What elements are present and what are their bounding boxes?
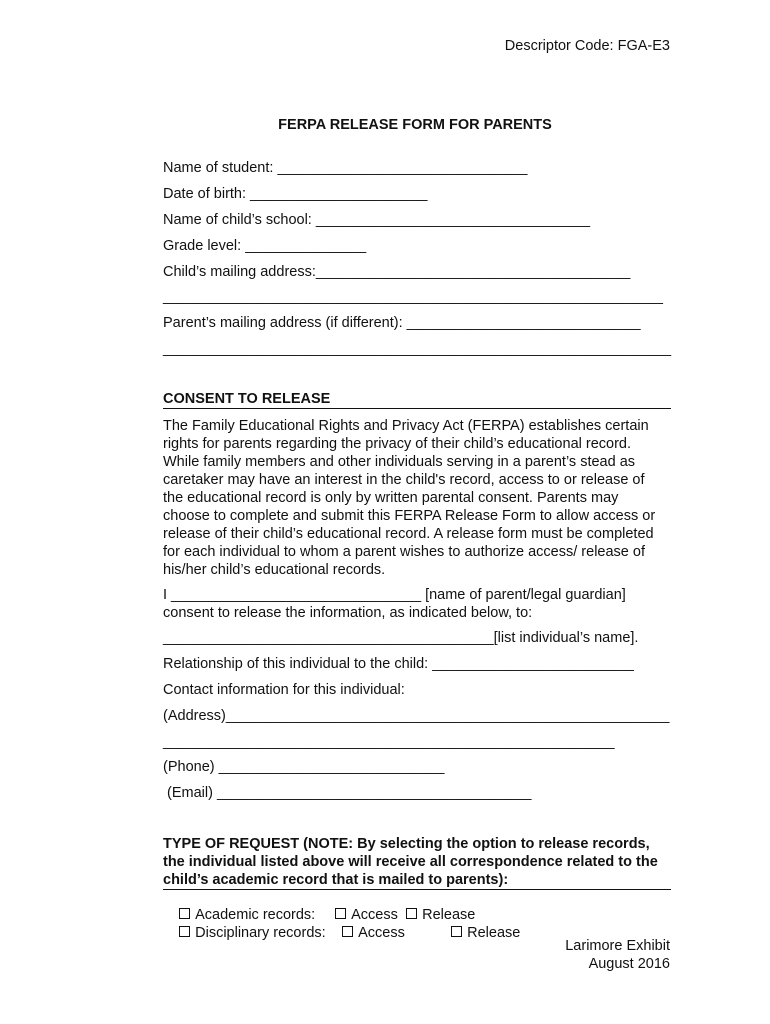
phone-field[interactable]: (Phone) ____________________________ [163, 759, 445, 775]
disciplinary-access-label: Access [358, 925, 405, 941]
grade-level-field[interactable]: Grade level: _______________ [163, 238, 367, 254]
academic-records-label: Academic records: [195, 907, 316, 923]
disciplinary-records-checkbox[interactable] [179, 926, 190, 937]
request-type-heading: TYPE OF REQUEST (NOTE: By selecting the option to release records, the individual listed above will receive all correspondence related to the child’s academic record that is mailed to parents): [163, 835, 671, 890]
guardian-name-field[interactable]: I _______________________________ [name of parent/legal guardian] [163, 587, 626, 603]
consent-statement: consent to release the information, as indicated below, to: [163, 605, 533, 621]
disciplinary-access-checkbox[interactable] [342, 926, 353, 937]
consent-heading: CONSENT TO RELEASE [163, 391, 671, 409]
address-line-2[interactable]: ________________________________________________________ [163, 734, 615, 750]
school-name-field[interactable]: Name of child’s school: __________________________________ [163, 212, 591, 228]
consent-paragraph: The Family Educational Rights and Privacy Act (FERPA) establishes certain rights for parents regarding the privacy of their child’s educational record. While family members and other individuals serving in a parent’s stead as caretaker may have an interest in the child's record, access to or release of the educational record is only by written parental consent. Parents may choose to complete and submit this FERPA Release Form to allow access or release of their child’s educational record. A release form must be completed for each individual to whom a parent wishes to authorize access/ release of his/her child’s educational records. [163, 418, 656, 578]
descriptor-code: Descriptor Code: FGA-E3 [504, 38, 670, 54]
email-field[interactable]: (Email) _______________________________________ [163, 785, 532, 801]
page-title: FERPA RELEASE FORM FOR PARENTS [278, 117, 552, 133]
disciplinary-release-label: Release [467, 925, 521, 941]
disciplinary-release-option[interactable] [435, 909, 520, 957]
date-of-birth-field[interactable]: Date of birth: ______________________ [163, 186, 428, 202]
child-address-field[interactable]: Child’s mailing address:_______________________________________ [163, 264, 631, 280]
contact-info-label: Contact information for this individual: [163, 682, 405, 698]
footer-date: August 2016 [588, 956, 670, 972]
relationship-field[interactable]: Relationship of this individual to the child: _________________________ [163, 656, 634, 672]
disciplinary-release-checkbox[interactable] [451, 926, 462, 937]
academic-release-label: Release [422, 907, 476, 923]
student-name-field[interactable]: Name of student: _______________________________ [163, 160, 528, 176]
individual-name-field[interactable]: _________________________________________[list individual’s name]. [163, 630, 639, 646]
child-address-line-2[interactable]: ______________________________________________________________ [163, 289, 663, 305]
parent-address-field[interactable]: Parent’s mailing address (if different): _____________________________ [163, 315, 641, 331]
address-field[interactable]: (Address)_______________________________________________________ [163, 708, 670, 724]
disciplinary-access-option[interactable] [326, 909, 405, 957]
parent-address-line-2[interactable]: _______________________________________________________________ [163, 341, 672, 357]
academic-access-label: Access [351, 907, 398, 923]
footer-exhibit: Larimore Exhibit [565, 938, 670, 954]
disciplinary-records-label: Disciplinary records: [195, 925, 326, 941]
academic-release-checkbox[interactable] [406, 908, 417, 919]
disciplinary-records-row [163, 909, 326, 957]
